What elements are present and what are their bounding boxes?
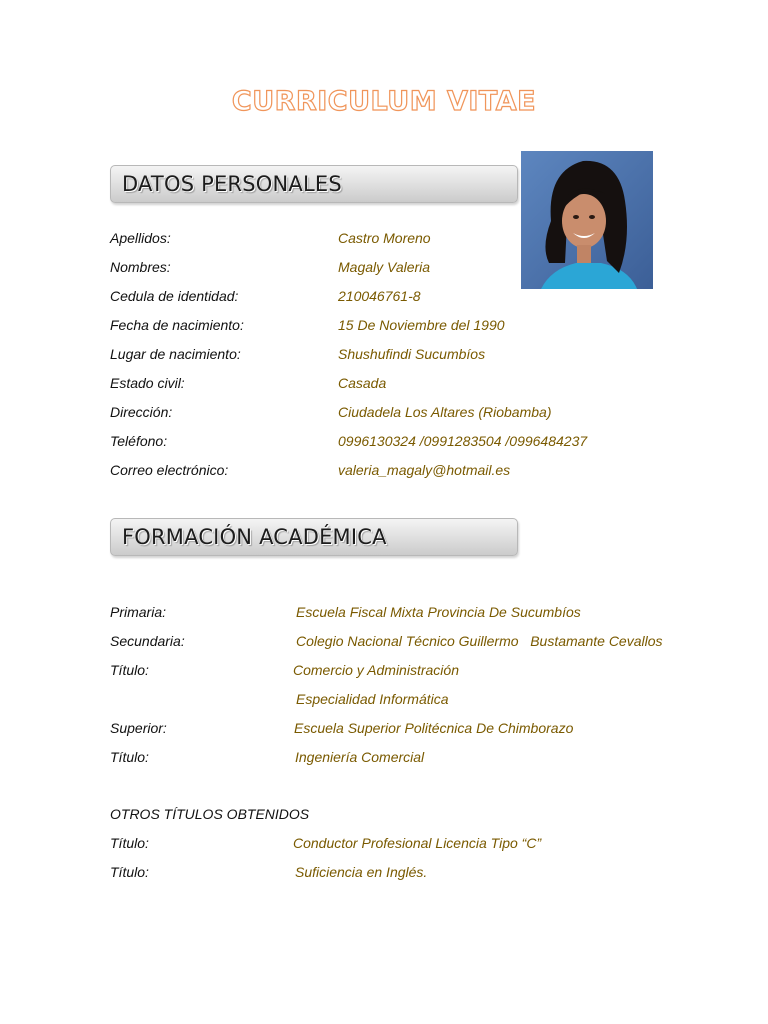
- field-label: Lugar de nacimiento:: [110, 346, 241, 362]
- field-label: Apellidos:: [110, 230, 171, 246]
- field-label: Título:: [110, 662, 149, 678]
- section-header-personal: [110, 165, 518, 203]
- field-label: Secundaria:: [110, 633, 185, 649]
- field-value: Casada: [338, 375, 387, 391]
- field-value: Suficiencia en Inglés.: [295, 864, 428, 880]
- field-value: 0996130324 /0991283504 /0996484237: [338, 433, 588, 449]
- field-label: Correo electrónico:: [110, 462, 229, 478]
- field-label: Teléfono:: [110, 433, 168, 449]
- section-header-education: [110, 518, 518, 556]
- cv-title: CURRICULUM VITAE: [231, 86, 537, 117]
- field-value: Castro Moreno: [338, 230, 431, 246]
- field-value: Escuela Fiscal Mixta Provincia De Sucumbíos: [296, 604, 581, 620]
- field-value: 15 De Noviembre del 1990: [338, 317, 505, 333]
- field-label: Primaria:: [110, 604, 167, 620]
- portrait-image: [521, 151, 653, 289]
- field-value: Ingeniería Comercial: [295, 749, 425, 765]
- field-value: Magaly Valeria: [338, 259, 431, 275]
- field-value: Especialidad Informática: [296, 691, 449, 707]
- field-value: Conductor Profesional Licencia Tipo “C”: [293, 835, 542, 851]
- other-titles-heading: OTROS TÍTULOS OBTENIDOS: [110, 806, 310, 822]
- section-heading-personal: DATOS PERSONALES: [122, 172, 342, 196]
- field-label: Título:: [110, 749, 149, 765]
- field-value: 210046761-8: [338, 288, 421, 304]
- section-heading-education: FORMACIÓN ACADÉMICA: [122, 525, 387, 549]
- field-label: Estado civil:: [110, 375, 185, 391]
- field-label: Dirección:: [110, 404, 173, 420]
- field-label: Título:: [110, 835, 149, 851]
- field-value: Colegio Nacional Técnico Guillermo Bustamante Cevallos: [296, 633, 663, 649]
- field-value: valeria_magaly@hotmail.es: [338, 462, 511, 478]
- field-value: Escuela Superior Politécnica De Chimborazo: [294, 720, 574, 736]
- field-value: Shushufindi Sucumbíos: [338, 346, 486, 362]
- field-value: Ciudadela Los Altares (Riobamba): [338, 404, 552, 420]
- profile-photo: [521, 151, 653, 289]
- field-label: Nombres:: [110, 259, 171, 275]
- field-label: Cedula de identidad:: [110, 288, 239, 304]
- field-label: Fecha de nacimiento:: [110, 317, 244, 333]
- field-label: Superior:: [110, 720, 167, 736]
- field-value: Comercio y Administración: [293, 662, 459, 678]
- field-label: Título:: [110, 864, 149, 880]
